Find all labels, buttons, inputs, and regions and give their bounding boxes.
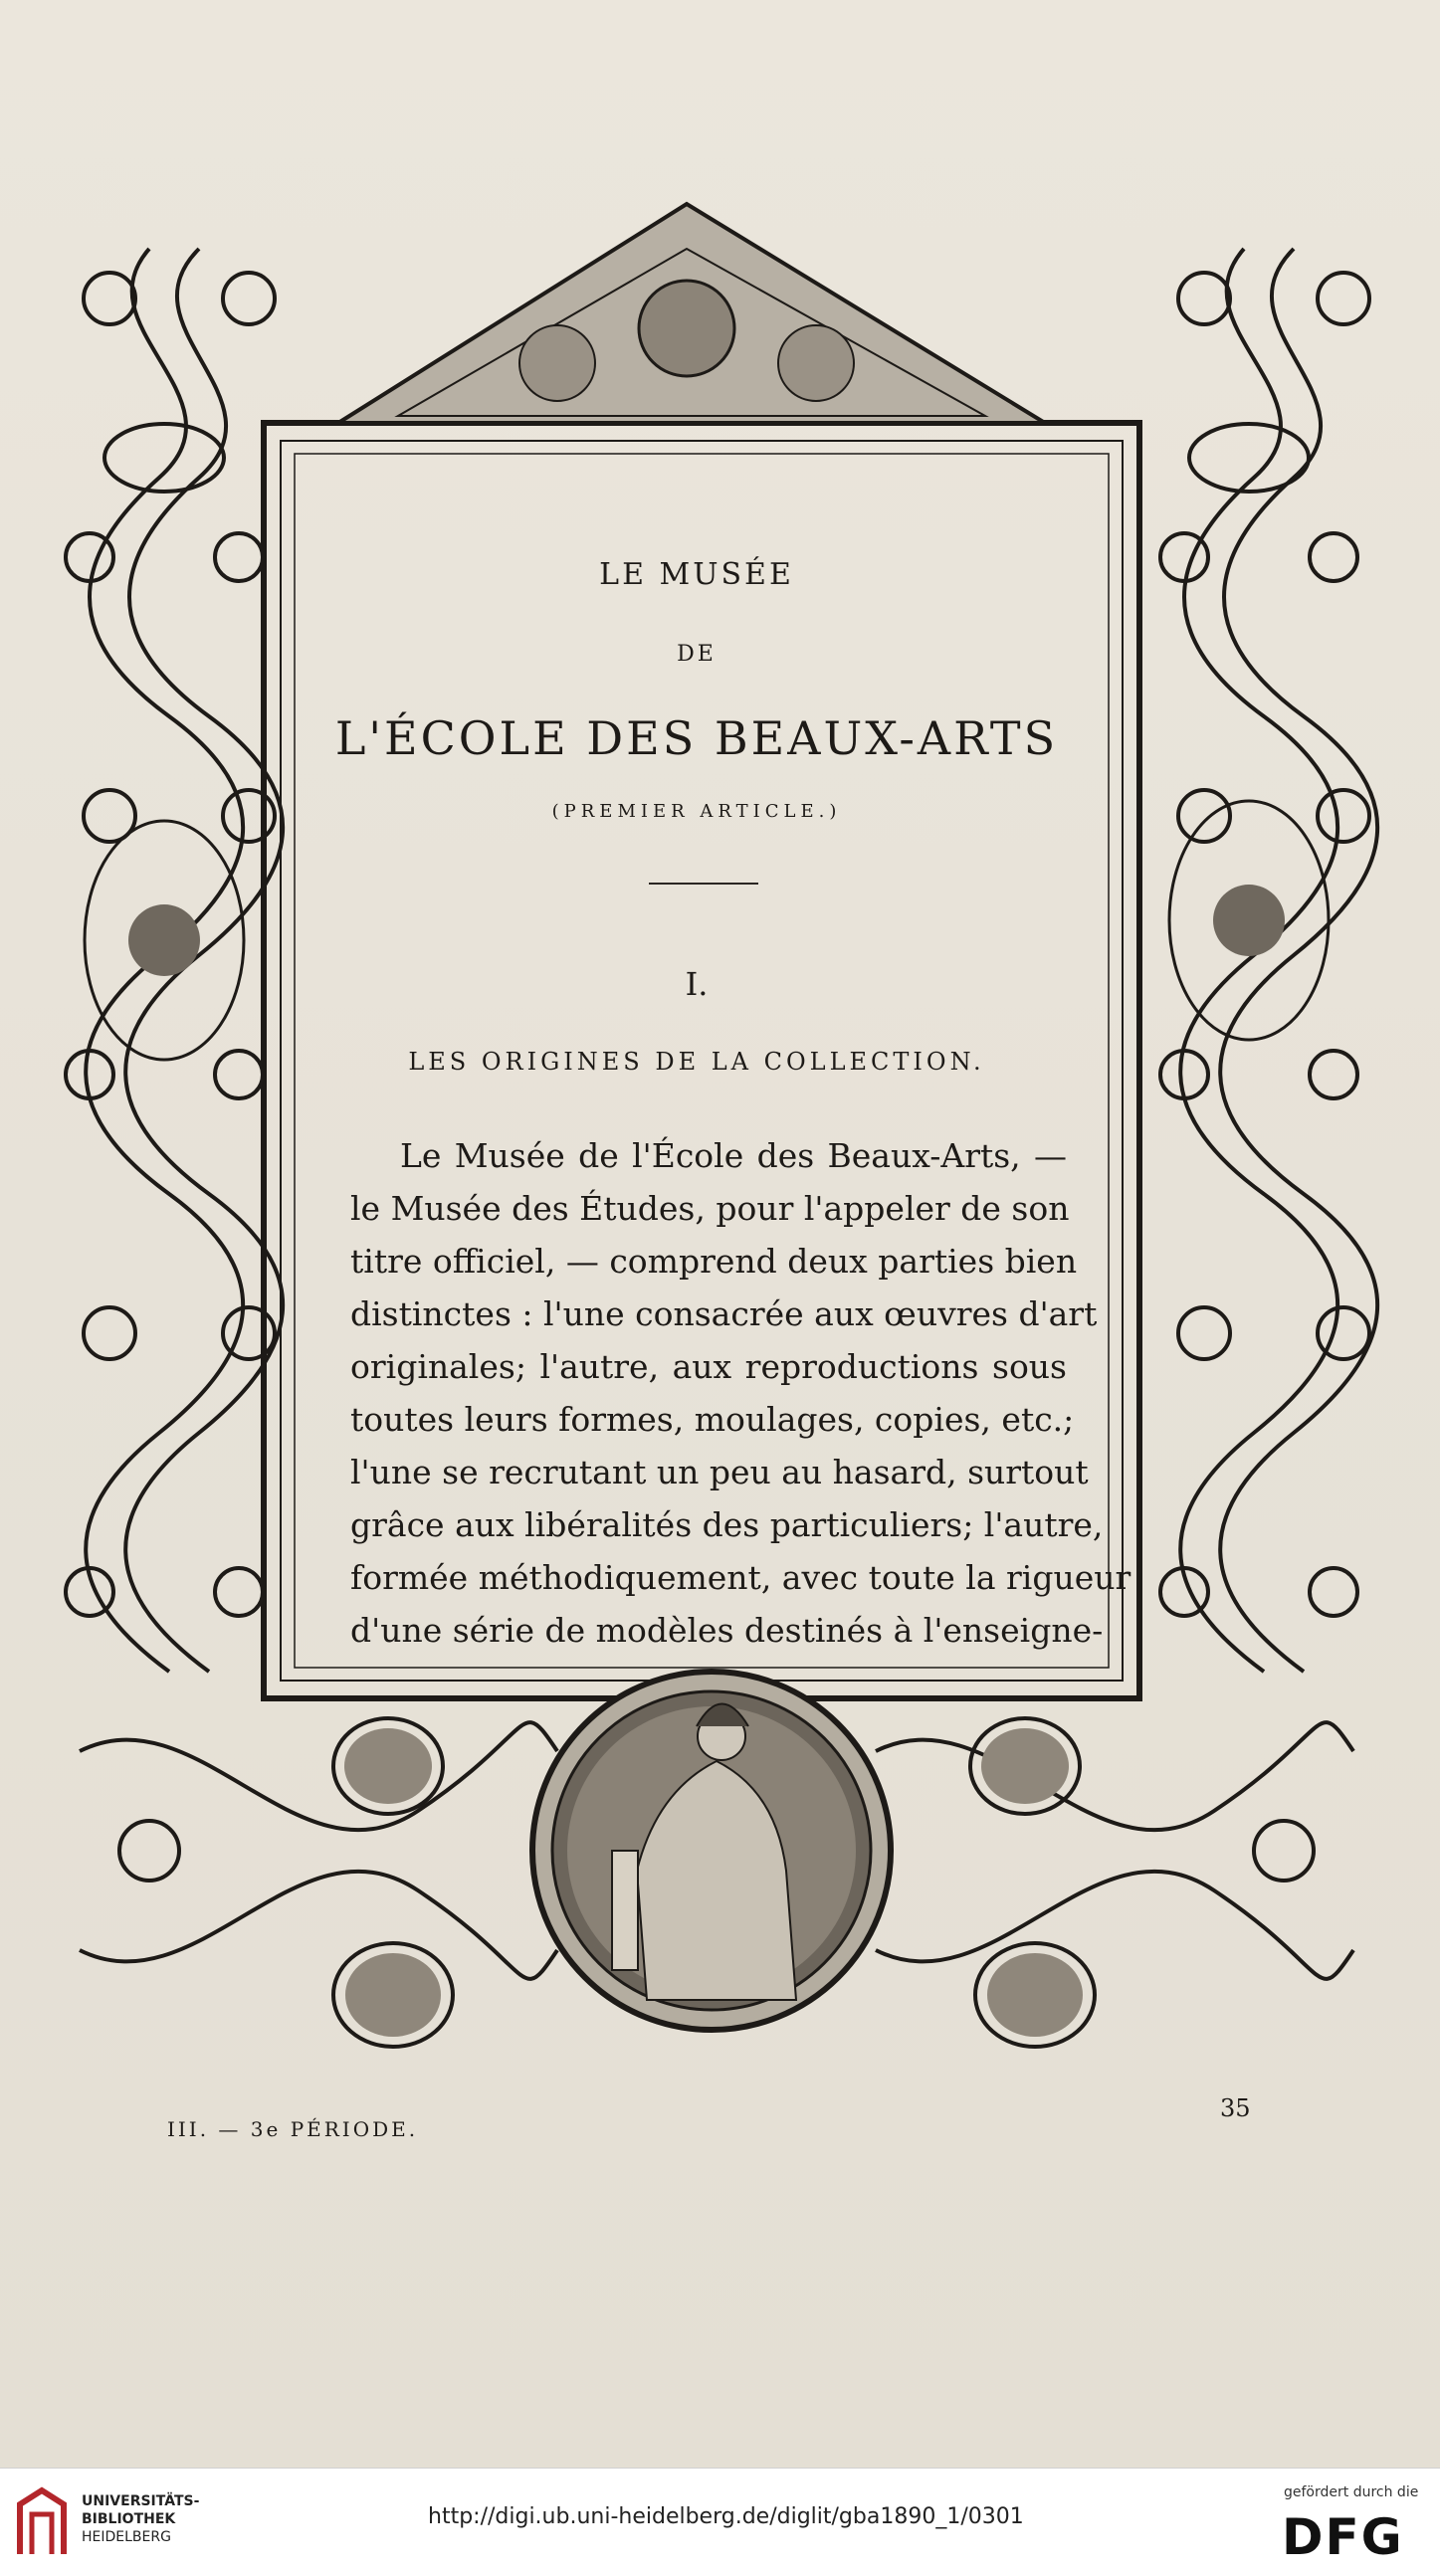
page-number: 35 <box>1220 2094 1251 2122</box>
medallion-seated-figure <box>532 1672 891 2030</box>
article-text-block <box>299 443 1131 1686</box>
library-name-line: UNIVERSITÄTS- <box>82 2493 200 2509</box>
paragraph-line: toutes leurs formes, moulages, copies, etc.; <box>350 1400 1075 1439</box>
paragraph-line: distinctes : l'une consacrée aux œuvres d'art <box>350 1294 1098 1333</box>
signature-mark: III. — 3e PÉRIODE. <box>167 2117 419 2141</box>
title-divider <box>649 883 758 885</box>
paragraph-line: l'une se recrutant un peu au hasard, surtout <box>350 1453 1089 1491</box>
library-name-line: BIBLIOTHEK <box>82 2511 176 2527</box>
body-paragraph <box>350 1129 1131 1657</box>
library-name-line: HEIDELBERG <box>82 2529 171 2545</box>
dfg-logo[interactable]: DFG <box>1282 2508 1404 2566</box>
article-title-line-1: LE MUSÉE <box>599 557 794 592</box>
article-title: L'ÉCOLE DES BEAUX-ARTS <box>334 711 1059 765</box>
sponsor-label: gefördert durch die <box>1284 2484 1419 2500</box>
article-subtitle: (PREMIER ARTICLE.) <box>551 801 842 822</box>
viewer-footer <box>0 2468 1440 2576</box>
paragraph-line: formée méthodiquement, avec toute la rigueur <box>350 1558 1131 1597</box>
section-title: LES ORIGINES DE LA COLLECTION. <box>408 1048 985 1076</box>
library-logo-icon[interactable] <box>14 2484 70 2562</box>
permalink-url[interactable]: http://digi.ub.uni-heidelberg.de/diglit/gba1890_1/0301 <box>428 2504 1024 2529</box>
paragraph-line: grâce aux libéralités des particuliers; l'autre, <box>350 1505 1104 1544</box>
paragraph-line: le Musée des Études, pour l'appeler de son <box>350 1189 1070 1228</box>
article-title-line-2: DE <box>677 642 717 667</box>
paragraph-line: d'une série de modèles destinés à l'enseigne- <box>350 1611 1104 1650</box>
library-name <box>82 2492 199 2546</box>
paragraph-line: Le Musée de l'École des Beaux-Arts, — <box>400 1136 1067 1175</box>
paragraph-line: originales; l'autre, aux reproductions sous <box>350 1347 1067 1386</box>
section-number: I. <box>685 965 709 1003</box>
paragraph-line: titre officiel, — comprend deux parties bien <box>350 1242 1078 1281</box>
